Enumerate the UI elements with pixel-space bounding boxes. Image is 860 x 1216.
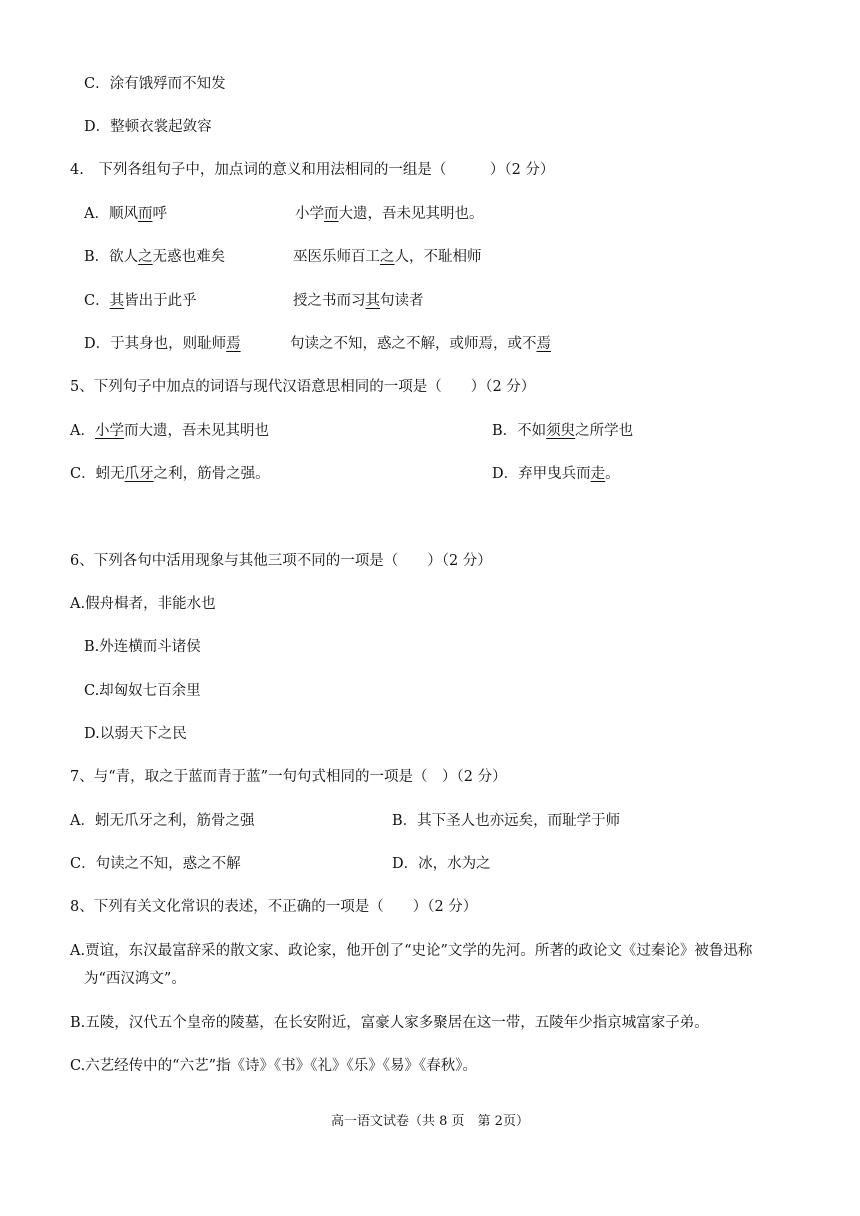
q7-option-b: B．其下圣人也亦远矣，而耻学于师 bbox=[392, 813, 621, 829]
q4-option-b: B．欲人之无惑也难矣 bbox=[84, 249, 226, 265]
page-footer: 高一语文试卷（共 8 页 第 2页） bbox=[331, 1114, 529, 1129]
q3-option-c: C．涂有饿殍而不知发 bbox=[84, 76, 226, 92]
underlined-word: 须臾 bbox=[546, 423, 576, 439]
q7-stem: 7、与“青，取之于蓝而青于蓝”一句句式相同的一项是（ ）（2 分） bbox=[70, 769, 507, 785]
q4-option-d-second: 句读之不知，惑之不解，或师焉，或不焉 bbox=[290, 336, 551, 352]
q6-option-b: B.外连横而斗诸侯 bbox=[84, 639, 201, 655]
q7-option-c: C．句读之不知，惑之不解 bbox=[70, 856, 241, 872]
q6-option-a: A.假舟楫者，非能水也 bbox=[70, 596, 216, 612]
underlined-word: 而 bbox=[324, 206, 339, 222]
underlined-word: 走 bbox=[590, 466, 606, 482]
underlined-word: 焉 bbox=[536, 336, 551, 352]
underlined-word: 之 bbox=[380, 249, 395, 265]
underlined-word: 而 bbox=[137, 206, 153, 222]
q7-option-a: A．蚓无爪牙之利，筋骨之强 bbox=[70, 813, 255, 829]
q4-option-a: A．顺风而呼 bbox=[84, 206, 167, 222]
q4-option-d: D．于其身也，则耻师焉 bbox=[84, 336, 241, 352]
q8-option-a-line2: 为“西汉鸿文”。 bbox=[84, 971, 186, 987]
q5-option-c: C．蚓无爪牙之利，筋骨之强。 bbox=[70, 466, 270, 482]
q4-option-c: C．其皆出于此乎 bbox=[84, 293, 197, 309]
q8-option-a-line1: A.贾谊，东汉最富辞采的散文家、政论家，他开创了“史论”文学的先河。所著的政论文《过秦论》被鲁迅称 bbox=[70, 943, 753, 959]
underlined-word: 小学 bbox=[94, 423, 124, 439]
q8-option-b: B.五陵，汉代五个皇帝的陵墓，在长安附近，富豪人家多聚居在这一带，五陵年少指京城富家子弟。 bbox=[70, 1015, 709, 1031]
underlined-word: 爪牙 bbox=[124, 466, 154, 482]
underlined-word: 其 bbox=[365, 293, 380, 309]
q5-stem: 5、下列句子中加点的词语与现代汉语意思相同的一项是（ ）（2 分） bbox=[70, 379, 536, 395]
q6-option-d: D.以弱天下之民 bbox=[84, 726, 187, 742]
q5-option-d: D．弃甲曳兵而走。 bbox=[492, 466, 620, 482]
q8-option-c: C.六艺经传中的“六艺”指《诗》《书》《礼》《乐》《易》《春秋》。 bbox=[70, 1058, 478, 1074]
q4-option-c-second: 授之书而习其句读者 bbox=[293, 293, 424, 309]
q6-option-c: C.却匈奴七百余里 bbox=[84, 683, 201, 699]
q3-option-d: D．整顿衣裳起敛容 bbox=[84, 119, 212, 135]
q5-option-a: A．小学而大遗，吾未见其明也 bbox=[70, 423, 269, 439]
q8-stem: 8、下列有关文化常识的表述，不正确的一项是（ ）（2 分） bbox=[70, 899, 478, 915]
q4-option-b-second: 巫医乐师百工之人，不耻相师 bbox=[293, 249, 482, 265]
q6-stem: 6、下列各句中活用现象与其他三项不同的一项是（ ）（2 分） bbox=[70, 553, 492, 569]
underlined-word: 焉 bbox=[226, 336, 241, 352]
q7-option-d: D．冰，水为之 bbox=[392, 856, 491, 872]
q5-option-b: B．不如须臾之所学也 bbox=[492, 423, 634, 439]
q4-stem: 4. 下列各组句子中，加点词的意义和用法相同的一组是（ ）（2 分） bbox=[70, 162, 555, 178]
q4-option-a-second: 小学而大遗，吾未见其明也。 bbox=[295, 206, 484, 222]
underlined-word: 其 bbox=[109, 293, 125, 309]
underlined-word: 之 bbox=[138, 249, 153, 265]
